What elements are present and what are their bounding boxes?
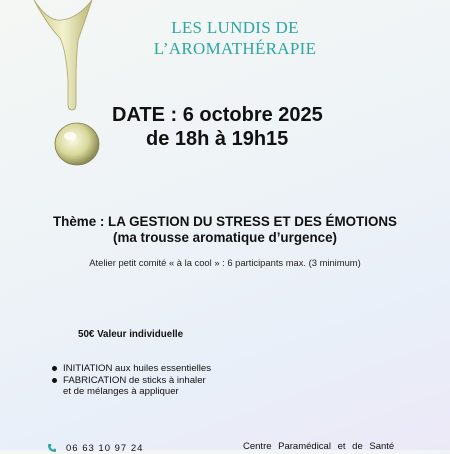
theme-block [20,214,430,246]
theme-line-1: Thème : LA GESTION DU STRESS ET DES ÉMOTIONS [53,214,397,229]
phone-icon [47,443,57,453]
event-date: DATE : 6 octobre 2025 [112,104,323,126]
theme-line-2: (ma trousse aromatique d’urgence) [113,230,337,245]
page-title [130,17,340,59]
activity-text: de sticks à inhaler [126,374,206,386]
centre-name: Centre Paramédical et de Santé [243,441,395,452]
title-line-1: LES LUNDIS DE [171,18,299,37]
activity-keyword: FABRICATION [63,374,127,386]
event-datetime [106,103,346,151]
activity-keyword: INITIATION [63,363,113,374]
list-item-continuation: et de mélanges à appliquer [63,386,179,397]
list-item [50,375,211,387]
bullet-icon [52,366,57,371]
title-line-2: L’AROMATHÉRAPIE [153,39,317,58]
activity-list [50,363,211,398]
atelier-note: Atelier petit comité « à la cool » : 6 participants max. (3 minimum) [89,257,361,268]
bullet-icon [52,378,57,383]
oil-drop-icon [0,0,110,180]
price-label: 50€ Valeur individuelle [78,329,184,340]
phone-number[interactable]: 06 63 10 97 24 [66,443,144,454]
event-time: de 18h à 19h15 [146,128,289,150]
activity-text: aux huiles essentielles [112,363,212,374]
list-item [50,363,211,375]
